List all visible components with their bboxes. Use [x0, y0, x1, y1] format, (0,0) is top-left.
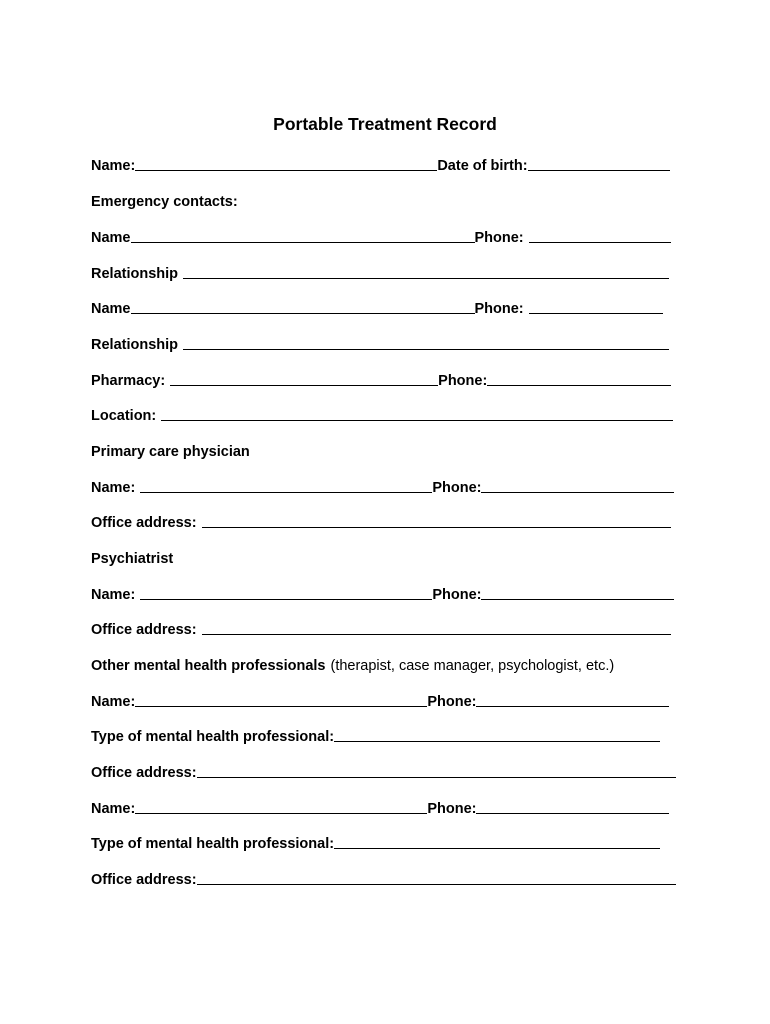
ec1-name-row: [91, 224, 671, 246]
other-mh-note: (therapist, case manager, psychologist, etc.): [330, 658, 615, 674]
other-mh-heading-label: Other mental health professionals: [91, 658, 326, 674]
patient-name-row: [91, 152, 670, 174]
location-row: [91, 402, 673, 424]
pcp-phone-field[interactable]: [481, 492, 674, 493]
patient-name-label: Name:: [91, 158, 136, 174]
pharmacy-row: [91, 367, 671, 389]
mh1-name-row: [91, 688, 669, 710]
ec2-phone-field[interactable]: [529, 313, 663, 314]
ec1-name-label: Name: [91, 230, 131, 246]
mh1-type-row: [91, 723, 660, 745]
mh2-type-label: Type of mental health professional:: [91, 836, 335, 852]
mh2-phone-field[interactable]: [476, 813, 669, 814]
pcp-name-field[interactable]: [140, 492, 432, 493]
ec2-relationship-label: Relationship: [91, 337, 179, 353]
mh2-name-label: Name:: [91, 801, 136, 817]
mh1-type-field[interactable]: [334, 741, 660, 742]
mh2-name-row: [91, 795, 669, 817]
pharmacy-phone-label: Phone:: [438, 373, 488, 389]
pcp-heading: [91, 438, 250, 460]
mh2-name-field[interactable]: [135, 813, 427, 814]
ec1-name-field[interactable]: [131, 242, 475, 243]
psychiatrist-phone-field[interactable]: [481, 599, 674, 600]
mh1-type-label: Type of mental health professional:: [91, 729, 335, 745]
psychiatrist-name-field[interactable]: [140, 599, 432, 600]
mh1-name-field[interactable]: [135, 706, 427, 707]
location-label: Location:: [91, 408, 157, 424]
patient-name-field[interactable]: [135, 170, 437, 171]
psychiatrist-name-label: Name:: [91, 587, 136, 603]
ec1-relationship-row: [91, 260, 669, 282]
pcp-office-label: Office address:: [91, 515, 197, 531]
mh1-office-field[interactable]: [197, 777, 676, 778]
psychiatrist-name-row: [91, 581, 674, 603]
psychiatrist-heading-label: Psychiatrist: [91, 551, 174, 567]
mh1-office-row: [91, 759, 676, 781]
psychiatrist-office-label: Office address:: [91, 622, 197, 638]
pharmacy-phone-field[interactable]: [487, 385, 671, 386]
ec1-phone-label: Phone:: [474, 230, 524, 246]
mh2-office-label: Office address:: [91, 872, 197, 888]
pcp-office-row: [91, 509, 671, 531]
other-mh-heading: [91, 652, 614, 674]
pharmacy-field[interactable]: [170, 385, 438, 386]
pcp-name-row: [91, 474, 674, 496]
ec1-phone-field[interactable]: [529, 242, 671, 243]
mh1-office-label: Office address:: [91, 765, 197, 781]
ec1-relationship-field[interactable]: [183, 278, 669, 279]
location-field[interactable]: [161, 420, 673, 421]
emergency-contacts-label: Emergency contacts:: [91, 194, 238, 210]
mh2-type-field[interactable]: [334, 848, 660, 849]
pcp-office-field[interactable]: [202, 527, 671, 528]
pcp-heading-label: Primary care physician: [91, 444, 250, 460]
form-title: Portable Treatment Record: [273, 114, 497, 134]
ec1-relationship-label: Relationship: [91, 266, 179, 282]
psychiatrist-heading: [91, 545, 173, 567]
mh2-phone-label: Phone:: [427, 801, 477, 817]
mh1-phone-field[interactable]: [476, 706, 669, 707]
mh1-name-label: Name:: [91, 694, 136, 710]
ec2-name-field[interactable]: [131, 313, 475, 314]
mh2-office-field[interactable]: [197, 884, 676, 885]
pcp-phone-label: Phone:: [432, 480, 482, 496]
psychiatrist-phone-label: Phone:: [432, 587, 482, 603]
ec2-phone-label: Phone:: [474, 301, 524, 317]
ec2-relationship-row: [91, 331, 669, 353]
pharmacy-label: Pharmacy:: [91, 373, 166, 389]
dob-field[interactable]: [528, 170, 670, 171]
ec2-name-label: Name: [91, 301, 131, 317]
mh1-phone-label: Phone:: [427, 694, 477, 710]
psychiatrist-office-field[interactable]: [202, 634, 671, 635]
ec2-relationship-field[interactable]: [183, 349, 669, 350]
mh2-type-row: [91, 830, 660, 852]
dob-label: Date of birth:: [437, 158, 528, 174]
ec2-name-row: [91, 295, 663, 317]
emergency-contacts-heading: [91, 188, 238, 210]
mh2-office-row: [91, 866, 676, 888]
psychiatrist-office-row: [91, 616, 671, 638]
pcp-name-label: Name:: [91, 480, 136, 496]
